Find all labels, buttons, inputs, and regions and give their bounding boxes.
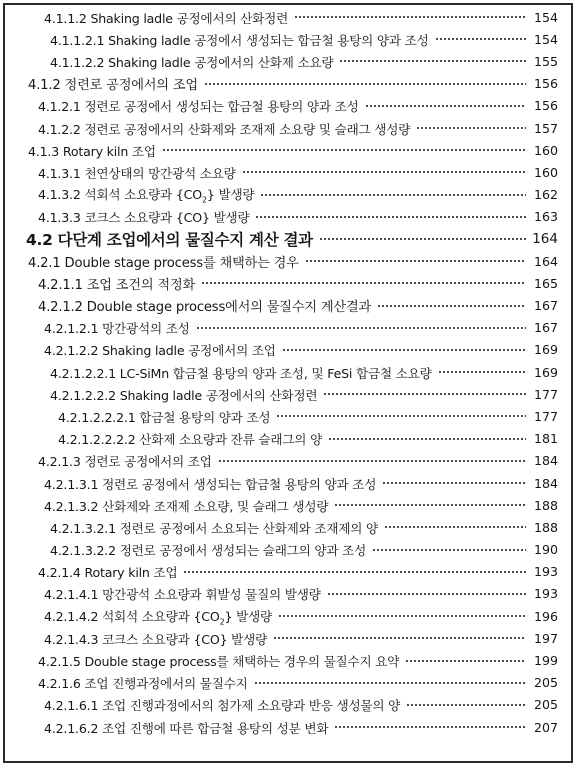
toc-entry[interactable]: [0, 161, 580, 183]
toc-entry-title: 4.2.1.6.2 조업 진행에 따른 합금철 용탕의 성분 변화: [44, 720, 329, 736]
toc-entry[interactable]: [0, 272, 580, 294]
toc-entry-title: 4.2.1.2.2 Shaking ladle 공정에서의 조업: [44, 343, 276, 359]
dot-leader: [162, 149, 526, 151]
toc-entry[interactable]: [0, 516, 580, 538]
toc-entry-page: 155: [533, 53, 558, 69]
toc-entry-page: 190: [533, 542, 558, 558]
toc-entry-page: 199: [533, 653, 558, 669]
dot-leader: [196, 327, 526, 329]
toc-entry[interactable]: [0, 361, 580, 383]
toc-entry-page: 193: [533, 564, 558, 580]
toc-entry-page: 164: [533, 253, 558, 269]
toc-entry-page: 157: [533, 120, 558, 136]
toc-entry-page: 205: [533, 697, 558, 713]
dot-leader: [201, 282, 526, 284]
toc-entry-page: 181: [533, 431, 558, 447]
toc-entry[interactable]: [0, 561, 580, 583]
toc-entry-title: 4.2.1.3 정련로 공정에서의 조업: [38, 454, 212, 470]
dot-leader: [282, 349, 526, 351]
toc-entry-page: 205: [533, 675, 558, 691]
toc-entry[interactable]: [0, 450, 580, 472]
dot-leader: [323, 393, 526, 395]
toc-entry-page: 197: [533, 630, 558, 646]
toc-entry[interactable]: [0, 716, 580, 738]
table-of-contents: [0, 6, 580, 738]
dot-leader: [339, 60, 526, 62]
dot-leader: [382, 482, 526, 484]
toc-entry[interactable]: [0, 6, 580, 28]
toc-entry-page: 154: [533, 31, 558, 47]
toc-entry-page: 156: [533, 98, 558, 114]
toc-entry-title: 4.2.1.2.2.2 Shaking ladle 공정에서의 산화정련: [50, 387, 318, 403]
toc-entry[interactable]: [0, 383, 580, 405]
toc-entry-title: 4.1.1.2.1 Shaking ladle 공정에서 생성되는 합금철 용탕의 양과 조성: [50, 32, 429, 48]
dot-leader: [334, 504, 526, 506]
dot-leader: [319, 238, 526, 240]
toc-entry-page: 188: [533, 519, 558, 535]
dot-leader: [260, 194, 526, 196]
toc-entry-page: 169: [533, 364, 558, 380]
toc-entry-title: 4.1.1.2 Shaking ladle 공정에서의 산화정련: [44, 10, 289, 26]
toc-entry-title: 4.2.1.6 조업 진행과정에서의 물질수지: [38, 676, 248, 692]
toc-entry-page: 164: [532, 230, 558, 247]
toc-entry-page: 167: [533, 298, 558, 314]
toc-entry[interactable]: [0, 583, 580, 605]
toc-entry-page: 177: [533, 408, 558, 424]
toc-entry-title: 4.2.1.4 Rotary kiln 조업: [38, 565, 178, 581]
toc-entry-title: 4.2.1.2 Double stage process에서의 물질수지 계산결과: [38, 300, 372, 316]
toc-entry[interactable]: [0, 206, 580, 228]
toc-entry-title: 4.2.1.2.2.1 LC-SiMn 합금철 용탕의 양과 조성, 및 FeSi 합금철 소요량: [50, 365, 432, 381]
toc-entry[interactable]: [0, 139, 580, 161]
toc-entry-title: 4.2.1.3.2.2 정련로 공정에서 생성되는 슬래그의 양과 조성: [50, 543, 367, 559]
toc-entry-title: 4.1.2 정련로 공정에서의 조업: [28, 78, 198, 94]
toc-entry-title: 4.2.1.3.2.1 정련로 공정에서 소요되는 산화제와 조재제의 양: [50, 520, 379, 536]
toc-entry[interactable]: [0, 117, 580, 139]
toc-entry[interactable]: [0, 627, 580, 649]
toc-entry-title: 4.2.1.2.2.2.2 산화제 소요량과 잔류 슬래그의 양: [58, 432, 323, 448]
toc-entry-title: 4.2.1 Double stage process를 채택하는 경우: [28, 255, 299, 271]
toc-entry-title: 4.1.3.2 석회석 소요량과 $\{CO_2\}$ 발생량: [38, 187, 255, 205]
toc-entry-title: 4.1.3 Rotary kiln 조업: [28, 143, 156, 159]
toc-entry[interactable]: [0, 95, 580, 117]
dot-leader: [242, 171, 526, 173]
toc-entry-page: 207: [533, 719, 558, 735]
toc-entry[interactable]: [0, 649, 580, 671]
dot-leader: [405, 660, 526, 662]
toc-entry-page: 177: [533, 386, 558, 402]
dot-leader: [365, 105, 526, 107]
toc-entry-title: 4.2.1.4.2 석회석 소요량과 $\{CO_2\}$ 발생량: [44, 608, 272, 627]
toc-entry[interactable]: [0, 472, 580, 494]
toc-entry-title: 4.1.2.2 정련로 공정에서의 산화제와 조재제 소요량 및 슬래그 생성량: [38, 121, 411, 137]
toc-entry-page: 163: [533, 209, 558, 225]
toc-entry-page: 160: [533, 142, 558, 158]
toc-entry-page: 160: [533, 164, 558, 180]
toc-entry-title: 4.2.1.3.1 정련로 공정에서 생성되는 합금철 용탕의 양과 조성: [44, 476, 377, 492]
dot-leader: [384, 526, 526, 528]
toc-entry[interactable]: [0, 73, 580, 95]
toc-entry-page: 169: [533, 342, 558, 358]
toc-entry[interactable]: [0, 672, 580, 694]
toc-entry-page: 193: [533, 586, 558, 602]
toc-entry-page: 162: [533, 187, 558, 203]
toc-entry-title: 4.2.1.5 Double stage process를 채택하는 경우의 물질수지 요약: [38, 654, 400, 670]
dot-leader: [438, 371, 526, 373]
toc-entry-title: 4.2 다단계 조업에서의 물질수지 계산 결과: [26, 230, 313, 249]
dot-leader: [327, 593, 526, 595]
toc-entry[interactable]: [0, 339, 580, 361]
dot-leader: [204, 83, 526, 85]
toc-entry-title: 4.1.3.3 코크스 소요량과 {CO} 발생량: [38, 210, 250, 226]
dot-leader: [276, 415, 526, 417]
dot-leader: [254, 682, 526, 684]
toc-entry-title: 4.1.3.1 천연상태의 망간광석 소요량: [38, 165, 236, 181]
toc-entry[interactable]: [0, 405, 580, 427]
dot-leader: [334, 726, 526, 728]
toc-entry[interactable]: [0, 428, 580, 450]
toc-entry[interactable]: [0, 184, 580, 206]
toc-entry[interactable]: [0, 317, 580, 339]
toc-entry-page: 188: [533, 497, 558, 513]
toc-entry[interactable]: [0, 228, 580, 250]
dot-leader: [255, 216, 526, 218]
toc-entry[interactable]: [0, 50, 580, 72]
dot-leader: [294, 16, 526, 18]
toc-entry-page: 184: [533, 453, 558, 469]
toc-entry-title: 4.2.1.2.2.2.1 합금철 용탕의 양과 조성: [58, 409, 271, 425]
toc-entry[interactable]: [0, 539, 580, 561]
toc-entry[interactable]: [0, 605, 580, 627]
dot-leader: [372, 549, 526, 551]
dot-leader: [218, 460, 526, 462]
toc-entry-title: 4.1.2.1 정련로 공정에서 생성되는 합금철 용탕의 양과 조성: [38, 99, 359, 115]
dot-leader: [183, 571, 526, 573]
toc-entry-page: 154: [533, 9, 558, 25]
toc-entry-title: 4.1.1.2.2 Shaking ladle 공정에서의 산화제 소요량: [50, 54, 334, 70]
toc-entry-page: 156: [533, 76, 558, 92]
dot-leader: [305, 260, 526, 262]
dot-leader: [278, 615, 526, 617]
toc-entry-title: 4.2.1.4.3 코크스 소요량과 {CO} 발생량: [44, 631, 268, 647]
toc-entry-page: 184: [533, 475, 558, 491]
dot-leader: [273, 637, 526, 639]
toc-entry-title: 4.2.1.6.1 조업 진행과정에서의 첨가제 소요량과 반응 생성물의 양: [44, 698, 401, 714]
toc-entry-title: 4.2.1.2.1 망간광석의 조성: [44, 321, 190, 337]
dot-leader: [328, 438, 526, 440]
toc-entry-page: 196: [533, 608, 558, 624]
dot-leader: [416, 127, 526, 129]
toc-entry-title: 4.2.1.4.1 망간광석 소요량과 휘발성 물질의 발생량: [44, 587, 321, 603]
dot-leader: [435, 38, 526, 40]
toc-entry[interactable]: [0, 294, 580, 316]
dot-leader: [406, 704, 526, 706]
toc-entry-page: 165: [533, 275, 558, 291]
toc-entry[interactable]: [0, 28, 580, 50]
toc-entry[interactable]: [0, 494, 580, 516]
toc-entry-page: 167: [533, 320, 558, 336]
toc-entry-title: 4.2.1.1 조업 조건의 적정화: [38, 277, 196, 293]
toc-entry[interactable]: [0, 694, 580, 716]
toc-entry[interactable]: [0, 250, 580, 272]
toc-entry-title: 4.2.1.3.2 산화제와 조재제 소요량, 및 슬래그 생성량: [44, 498, 329, 514]
dot-leader: [377, 305, 526, 307]
